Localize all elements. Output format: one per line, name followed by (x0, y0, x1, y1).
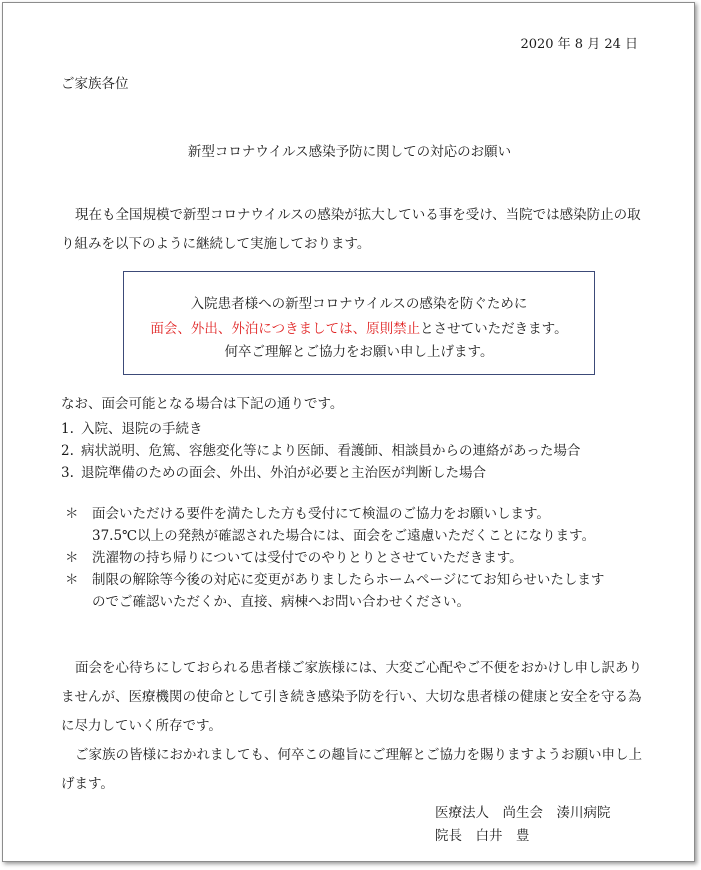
note-text: 洗濯物の持ち帰りについては受付でのやりとりとさせていただきます。 (92, 550, 523, 566)
list-item (61, 467, 486, 481)
list-item-text: 病状説明、危篤、容態変化等により医師、看護師、相談員からの連絡があった場合 (81, 443, 581, 459)
asterisk-mark: ＊ (65, 550, 79, 566)
list-item-number: 1. (61, 421, 74, 437)
note-continuation: 37.5℃以上の発熱が確認された場合には、面会をご遠慮いただくことになります。 (92, 528, 596, 544)
document-page (2, 2, 695, 862)
intro-paragraph: 現在も全国規模で新型コロナウイルスの感染が拡大している事を受け、当院では感染防止の取り組みを以下のように継続して実施しております。 (61, 207, 641, 252)
closing-text-1: 面会を心待ちにしておられる患者様ご家族様には、大変ご心配やご不便をおかけし申し訳ありませんが、医療機関の使命として引き続き感染予防を行い、大切な患者様の健康と安全を守る為に尽力していく所存です。 (61, 660, 642, 734)
exceptions-intro: なお、面会可能となる場合は下記の通りです。 (61, 396, 344, 412)
notice-line-2-rest: とさせていただきます。 (420, 321, 568, 337)
closing-paragraph (61, 654, 651, 799)
notice-prohibited-text: 原則禁止 (366, 321, 421, 337)
note-continuation: のでご確認いただくか、直接、病棟へお問い合わせください。 (92, 594, 470, 610)
signature-organization: 医療法人 尚生会 湊川病院 (435, 805, 611, 821)
list-item-number: 2. (61, 443, 74, 459)
closing-text-2: ご家族の皆様におかれましても、何卒この趣旨にご理解とご協力を賜りますようお願い申し上げます。 (61, 747, 642, 792)
notice-line-3: 何卒ご理解とご協力をお願い申し上げます。 (224, 344, 494, 360)
list-item-text: 退院準備のための面会、外出、外泊が必要と主治医が判断した場合 (81, 465, 486, 481)
notice-line-2 (124, 317, 594, 337)
list-item (61, 423, 203, 437)
signature-director: 院長 白井 豊 (435, 828, 530, 844)
note-item (65, 552, 523, 566)
note-text: 制限の解除等今後の対応に変更がありましたらホームページにてお知らせいたします (92, 572, 605, 588)
notice-restriction-text: 面会、外出、外泊につきましては、 (150, 321, 367, 337)
list-item-number: 3. (61, 465, 74, 481)
asterisk-mark: ＊ (65, 572, 79, 588)
document-title: 新型コロナウイルス感染予防に関しての対応のお願い (187, 144, 512, 160)
notice-box (123, 271, 595, 375)
note-item (65, 574, 604, 588)
notice-line-1: 入院患者様への新型コロナウイルスの感染を防ぐために (190, 296, 528, 312)
list-item-text: 入院、退院の手続き (81, 421, 203, 437)
addressee: ご家族各位 (61, 76, 129, 92)
note-item (65, 508, 550, 522)
asterisk-mark: ＊ (65, 506, 79, 522)
list-item (61, 445, 580, 459)
note-text: 面会いただける要件を満たした方も受付にて検温のご協力をお願いします。 (92, 506, 550, 522)
document-date: 2020 年 8 月 24 日 (520, 37, 638, 52)
